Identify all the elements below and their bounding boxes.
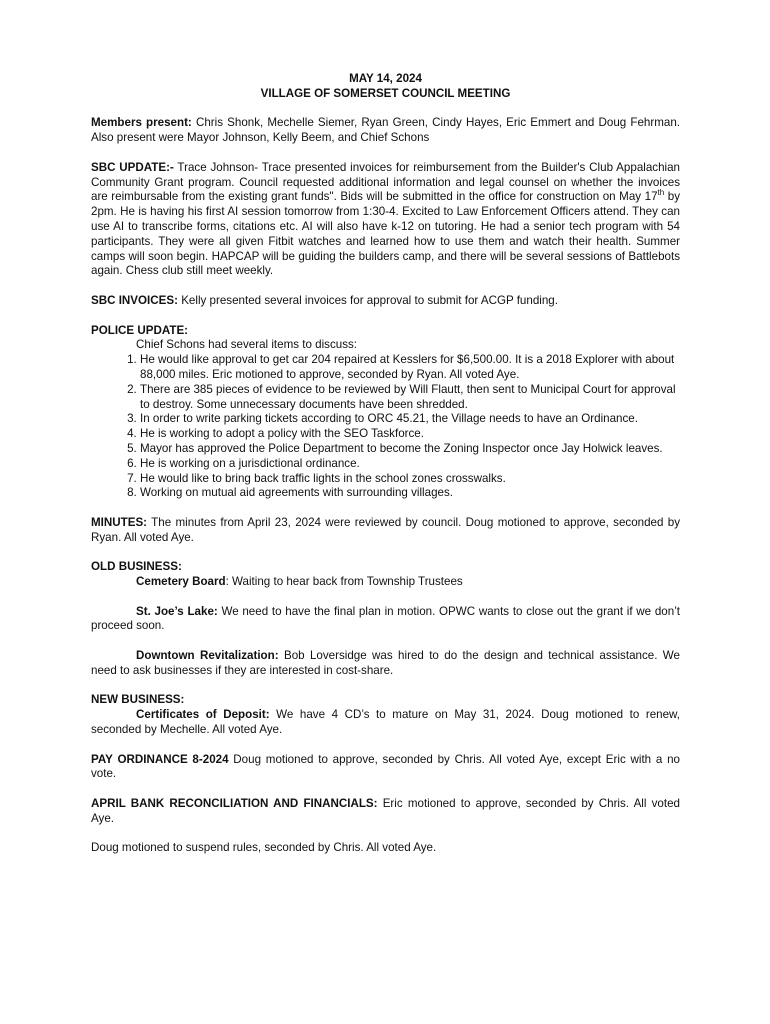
police-item-1: 1. He would like approval to get car 204 repaired at Kesslers for $6,500.00. It is a 2018 Explorer with about 88,000 miles. Eric motioned to approve, seconded by Ryan. All voted Aye.	[140, 353, 680, 383]
meeting-date: MAY 14, 2024	[349, 72, 422, 85]
police-item-8: 8. Working on mutual aid agreements with surrounding villages.	[140, 486, 680, 501]
sbc-invoices-paragraph	[91, 294, 680, 309]
new-business-label: NEW BUSINESS:	[91, 693, 185, 707]
police-item-4: 4. He is working to adopt a policy with the SEO Taskforce.	[140, 427, 680, 442]
members-text: Chris Shonk, Mechelle Siemer, Ryan Green, Cindy Hayes, Eric Emmert and Doug Fehrman. Also present were Mayor Johnson, Kelly Beem, and Chief Schons	[91, 116, 680, 145]
bank-text: Eric motioned to approve, seconded by Chris. All voted Aye.	[91, 797, 680, 825]
police-item-6: 6. He is working on a jurisdictional ordinance.	[140, 457, 680, 472]
police-update-label: POLICE UPDATE:	[91, 323, 189, 337]
cemetery-text: : Waiting to hear back from Township Trustees	[225, 575, 463, 589]
police-item-3: 3. In order to write parking tickets according to ORC 45.21, the Village needs to have an Ordinance.	[140, 412, 680, 427]
minutes-paragraph	[91, 516, 680, 546]
document-page	[91, 72, 680, 856]
police-intro: Chief Schons had several items to discuss:	[136, 338, 358, 352]
sbc-invoices-label: SBC INVOICES:	[91, 293, 178, 307]
bank-label: APRIL BANK RECONCILIATION AND FINANCIALS:	[91, 797, 378, 811]
minutes-label: MINUTES:	[91, 515, 148, 529]
sbc-update-text-2: by 2pm. He is having his first AI session tomorrow from 1:30-4. Excited to Law Enforcement Officers attend. They can use AI to transcribe forms, citations etc. AI will also have k-12 on tutoring. He had a senior tech program with 54 participants. They were all given Fitbit watches and learned how to use them and watch their health. Summer camps will soon begin. HAPCAP will be guiding the builders camp, and there will be several sessions of Battlebots again. Chess club still meet weekly.	[91, 190, 680, 278]
downtown-paragraph	[91, 649, 680, 679]
lake-label: St. Joe’s Lake:	[136, 604, 218, 618]
police-item-5: 5. Mayor has approved the Police Department to become the Zoning Inspector once Jay Holwick leaves.	[140, 442, 680, 457]
lake-text: We need to have the final plan in motion. OPWC wants to close out the grant if we don’t proceed soon.	[91, 604, 680, 633]
police-items-list	[91, 353, 680, 501]
lake-paragraph	[91, 605, 680, 635]
minutes-text: The minutes from April 23, 2024 were reviewed by council. Doug motioned to approve, seconded by Ryan. All voted Aye.	[91, 515, 680, 544]
bank-paragraph	[91, 797, 680, 827]
sbc-invoices-text: Kelly presented several invoices for approval to submit for ACGP funding.	[177, 293, 558, 307]
sbc-update-label: SBC UPDATE:-	[91, 160, 174, 174]
sbc-update-paragraph	[91, 161, 680, 279]
cd-paragraph	[91, 708, 680, 738]
cd-label: Certificates of Deposit:	[136, 708, 270, 722]
members-label: Members present:	[91, 116, 192, 130]
cemetery-label: Cemetery Board	[136, 575, 226, 589]
police-item-2: 2. There are 385 pieces of evidence to be reviewed by Will Flautt, then sent to Municipal Court for approval to destroy. Some unnecessary documents have been shredded.	[140, 383, 680, 413]
closing-paragraph: Doug motioned to suspend rules, seconded by Chris. All voted Aye.	[91, 841, 437, 855]
pay-ordinance-text: Doug motioned to approve, seconded by Chris. All voted Aye, except Eric with a no vote.	[91, 752, 680, 781]
downtown-text: Bob Loversidge was hired to do the design and technical assistance. We need to ask businesses if they are interested in cost-share.	[91, 649, 680, 677]
cemetery-paragraph	[91, 575, 680, 590]
cd-text: We have 4 CD’s to mature on May 31, 2024. Doug motioned to renew, seconded by Mechelle. All voted Aye.	[91, 708, 680, 737]
pay-ordinance-paragraph	[91, 753, 680, 783]
downtown-label: Downtown Revitalization:	[136, 649, 279, 663]
sbc-update-text-1: Trace Johnson- Trace presented invoices for reimbursement from the Builder's Club Appalachian Community Grant program. Council requested additional information and legal counsel on whether the invoices are reimbursable from the existing grant funds". Bids will be submitted in the office for construction on May 17	[91, 160, 681, 204]
pay-ordinance-label: PAY ORDINANCE 8-2024	[91, 752, 229, 766]
sbc-update-superscript: th	[657, 188, 665, 198]
members-paragraph	[91, 116, 680, 146]
meeting-title: VILLAGE OF SOMERSET COUNCIL MEETING	[260, 86, 511, 100]
old-business-label: OLD BUSINESS:	[91, 560, 182, 574]
police-item-7: 7. He would like to bring back traffic lights in the school zones crosswalks.	[140, 472, 680, 487]
